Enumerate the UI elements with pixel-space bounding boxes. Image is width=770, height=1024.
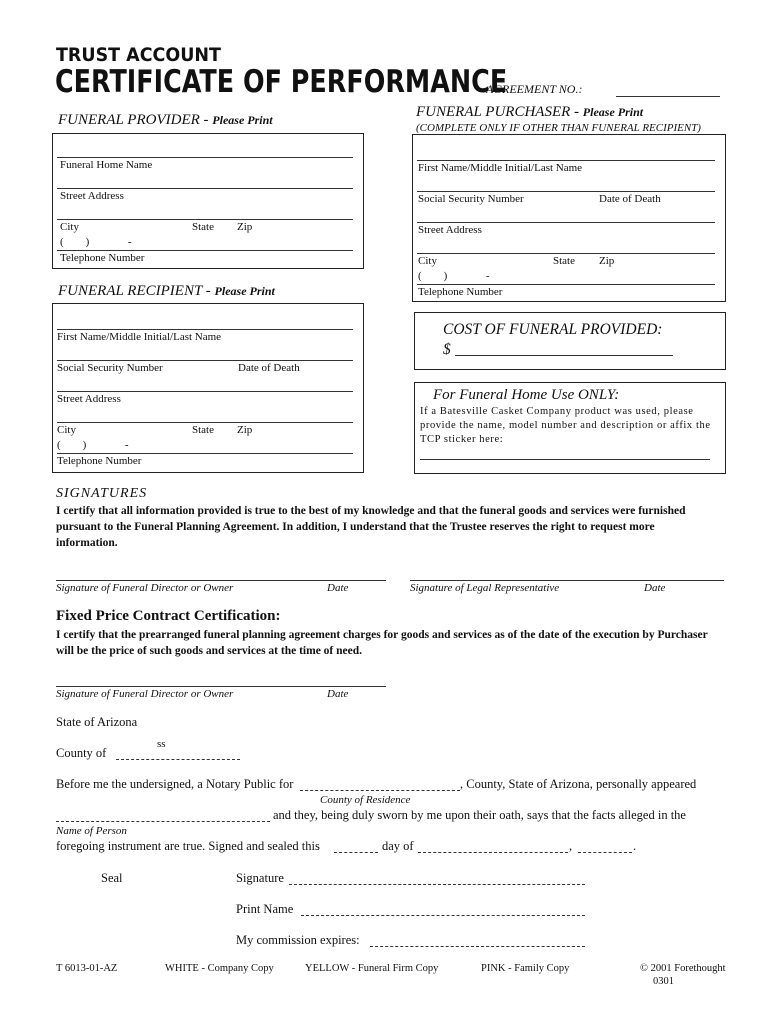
recipient-dod-label: Date of Death: [238, 362, 300, 374]
funeral-purchaser-box: [412, 134, 726, 302]
purchaser-phone-field[interactable]: [417, 284, 715, 285]
funeral-recipient-heading: FUNERAL RECIPIENT - Please Print: [58, 283, 275, 299]
recipient-state-label: State: [192, 424, 214, 436]
recipient-zip-label: Zip: [237, 424, 253, 436]
provider-city-field[interactable]: [57, 219, 353, 220]
funeral-purchaser-subheading: (COMPLETE ONLY IF OTHER THAN FUNERAL RECIPIENT): [416, 122, 701, 134]
funeral-home-use-box: [414, 382, 726, 474]
recipient-name-label: First Name/Middle Initial/Last Name: [57, 331, 222, 343]
cost-heading: COST OF FUNERAL PROVIDED:: [443, 321, 663, 338]
purchaser-name-field[interactable]: [417, 160, 715, 161]
funeral-home-name-field[interactable]: [57, 157, 353, 158]
provider-street-label: Street Address: [60, 190, 124, 202]
director-signature-field[interactable]: [56, 580, 386, 581]
provider-phone-mask: ( ) -: [60, 236, 132, 248]
title-line-2: CERTIFICATE OF PERFORMANCE: [55, 64, 508, 100]
legal-rep-signature-field[interactable]: [410, 580, 724, 581]
comma-glyph: ,: [569, 839, 573, 853]
purchaser-street-field[interactable]: [417, 222, 715, 223]
notary-signature-label: Signature: [236, 871, 284, 885]
period-glyph: .: [633, 839, 637, 853]
fixed-price-statement: I certify that the prearranged funeral planning agreement charges for goods and services as of the date of the execution by Purchaser will be the price of such goods and services at the time of need.: [56, 629, 708, 657]
county-of-residence-caption: County of Residence: [320, 794, 411, 806]
agreement-label: AGREEMENT NO.:: [486, 82, 583, 96]
recipient-phone-mask: ( ) -: [57, 439, 129, 451]
product-info-field[interactable]: [420, 459, 710, 460]
funeral-home-name-label: Funeral Home Name: [60, 159, 153, 171]
footer-code: 0301: [653, 976, 674, 987]
funeral-recipient-box: [52, 303, 364, 473]
purchaser-ssn-field[interactable]: [417, 191, 715, 192]
purchaser-city-label: City: [418, 255, 437, 267]
sealed-day-field[interactable]: [334, 852, 378, 853]
sealed-month-field[interactable]: [418, 852, 568, 853]
recipient-ssn-field[interactable]: [57, 360, 353, 361]
notary-print-name-label: Print Name: [236, 902, 294, 916]
fixed-price-date-caption: Date: [327, 688, 349, 700]
recipient-name-field[interactable]: [57, 329, 353, 330]
funeral-provider-box: [52, 133, 364, 269]
footer-copyright: © 2001 Forethought: [640, 963, 726, 974]
purchaser-name-label: First Name/Middle Initial/Last Name: [418, 162, 583, 174]
director-signature-caption: Signature of Funeral Director or Owner: [56, 582, 234, 594]
footer-yellow-copy: YELLOW - Funeral Firm Copy: [305, 963, 439, 974]
funeral-home-use-heading: For Funeral Home Use ONLY:: [433, 387, 620, 403]
provider-zip-label: Zip: [237, 221, 253, 233]
cost-amount-field[interactable]: [455, 355, 673, 356]
recipient-phone-label: Telephone Number: [57, 455, 142, 467]
notary-ss: ss: [157, 738, 166, 750]
footer-white-copy: WHITE - Company Copy: [165, 963, 274, 974]
notary-print-name-field[interactable]: [301, 915, 585, 916]
purchaser-street-label: Street Address: [418, 224, 482, 236]
provider-state-label: State: [192, 221, 214, 233]
notary-line1-a: Before me the undersigned, a Notary Public for: [56, 777, 294, 791]
notary-county-prefix: County of: [56, 746, 107, 760]
recipient-ssn-label: Social Security Number: [57, 362, 163, 374]
notary-line3-b: day of: [382, 839, 414, 853]
recipient-phone-field[interactable]: [57, 453, 353, 454]
provider-phone-label: Telephone Number: [60, 252, 145, 264]
fixed-price-signature-field[interactable]: [56, 686, 386, 687]
purchaser-state-label: State: [553, 255, 575, 267]
fixed-price-signature-caption: Signature of Funeral Director or Owner: [56, 688, 234, 700]
signatures-heading: SIGNATURES: [56, 486, 148, 501]
notary-county-field[interactable]: [116, 759, 240, 760]
name-of-person-caption: Name of Person: [56, 825, 127, 837]
notary-signature-field[interactable]: [289, 884, 585, 885]
notary-line2: and they, being duly sworn by me upon their oath, says that the facts alleged in the: [273, 808, 686, 822]
purchaser-phone-label: Telephone Number: [418, 286, 503, 298]
notary-line1-b: , County, State of Arizona, personally appeared: [460, 777, 697, 791]
recipient-street-label: Street Address: [57, 393, 121, 405]
purchaser-phone-mask: ( ) -: [418, 270, 490, 282]
funeral-purchaser-heading: FUNERAL PURCHASER - Please Print: [416, 104, 644, 120]
provider-city-label: City: [60, 221, 79, 233]
funeral-provider-heading: FUNERAL PROVIDER - Please Print: [58, 112, 273, 128]
director-date-caption: Date: [327, 582, 349, 594]
recipient-city-field[interactable]: [57, 422, 353, 423]
fixed-price-heading: Fixed Price Contract Certification:: [56, 608, 281, 624]
cost-box: [414, 312, 726, 370]
footer-form-number: T 6013-01-AZ: [56, 963, 118, 974]
notary-commission-field[interactable]: [370, 946, 585, 947]
title-line-1: TRUST ACCOUNT: [56, 44, 221, 66]
notary-line3-a: foregoing instrument are true. Signed and sealed this: [56, 839, 320, 853]
provider-phone-field[interactable]: [57, 250, 353, 251]
agreement-number-field[interactable]: [616, 96, 720, 97]
notary-state: State of Arizona: [56, 715, 138, 729]
legal-rep-date-caption: Date: [644, 582, 666, 594]
recipient-city-label: City: [57, 424, 76, 436]
notary-public-county-field[interactable]: [300, 790, 460, 791]
purchaser-zip-label: Zip: [599, 255, 615, 267]
signatures-statement: I certify that all information provided is true to the best of my knowledge and that the funeral goods and services were furnished pursuant to the Funeral Planning Agreement. In addition, I understand that the Trustee reserves the right to request more information.: [56, 505, 686, 549]
purchaser-dod-label: Date of Death: [599, 193, 661, 205]
sealed-year-field[interactable]: [578, 852, 632, 853]
purchaser-ssn-label: Social Security Number: [418, 193, 524, 205]
notary-seal-label: Seal: [101, 871, 123, 885]
recipient-street-field[interactable]: [57, 391, 353, 392]
funeral-home-use-text: If a Batesville Casket Company product was used, please provide the name, model number and description or affix the TCP sticker here:: [420, 406, 711, 445]
person-name-field[interactable]: [56, 821, 270, 822]
footer-pink-copy: PINK - Family Copy: [481, 963, 570, 974]
cost-currency: $: [443, 341, 451, 358]
notary-commission-label: My commission expires:: [236, 933, 360, 947]
purchaser-city-field[interactable]: [417, 253, 715, 254]
legal-rep-signature-caption: Signature of Legal Representative: [410, 582, 560, 594]
provider-street-field[interactable]: [57, 188, 353, 189]
